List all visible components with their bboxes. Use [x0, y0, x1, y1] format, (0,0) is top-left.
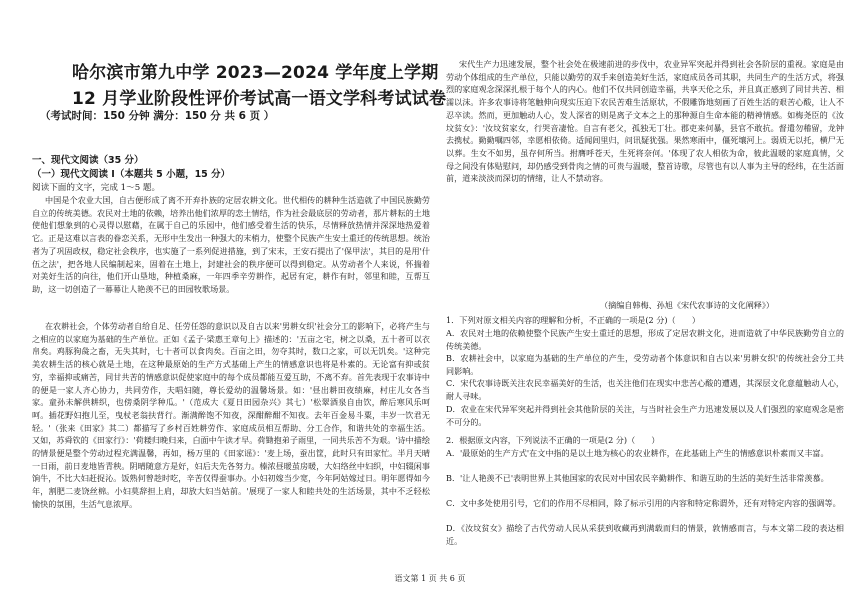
question-2-option-d: D．《汝坟贫女》描绘了古代劳动人民从采获到收藏再到满载而归的情景，敦情感而言，与本文第二段的表达相近。 [446, 523, 844, 546]
passage-source: （摘编自韩梅、孙旭《宋代农事诗的文化阐释》） [600, 300, 775, 310]
exam-meta: （考试时间：150 分钟 满分：150 分 共 6 页 ） [40, 110, 275, 122]
passage-paragraph-3: 宋代生产力迅速发展，整个社会处在极速前进的步伐中，农业异军突起并得到社会各阶层的重视。家庭是由劳动个体组成的生产单位，只能以勤劳的双手来创造美好生活，家庭成员各司其职，共同生产的生活方式，将强烈的家庭观念深深扎根于每个人的内心。他们不仅共同创造幸福，共享天伦之乐，并且真正感到了同甘共苦、相濡以沫。许多农事诗将笔触伸向现实压迫下农民苦难生活原状，不假雕饰地刻画了百姓生活的艰苦心酸，让人不忍卒读。然而，更加触动人心，发人深省的则是离子文本之上的那种源自生命本能的精神情感。如梅尧臣的《汝坟贫女》：'汝坟贫家女，行哭音凄怆。自言有老父，孤独无丁壮。郡吏来何暴，县官不敢抗。督遣勿稽留，龙钟去携杖。勤勤嘱四邻，幸愿相依倚。适闻闾里归，问讯疑犹强。果然寒雨中，僵死壤河上。弱质无以托，横尸无以葬。生女不如男，虽存何所当。拊膺呼苍天，生死将奈何。'体现了农人相依为命，彼此温暖的家庭真情，父母之间没有体贴慰问，却仍感受到骨肉之情的可贵与温暖，整首诗歌，尽管也有以人事为主导的经纬，在生活面前，道来淡淡而深切的情绪，让人不禁动容。 [446, 59, 844, 184]
passage-paragraph-1: 中国是个农业大国，自古便形成了离不开弃扑族的定居农耕文化。世代相传的耕种生活造就了中国民族勤劳自立的传统美德。农民对土地的依赖，培养出他们浓厚的恋土情结，作为社会最底层的劳动者，那片耕耘的土地使他们想象到的心灵得以慰藉，在属于自己的乐园中，他们感受着生活的快乐，尽情释放热情并深深地热爱着它。正是这难以言表的眷恋关系，无形中生发出一种强大的末梢力，使整个民族产生安土重迁的传统思想。统治者为了巩固政权，稳定社会秩序，也实施了一系列促进措施，到了宋末，王安石提出了'保甲法'，其目的是用'什伍之法'，把各地人民编制起来，固着在土地上，封建社会的秩序便可以得到稳定。从劳动者个人来说，怀揣着对美好生活的向往，他们开山垦地，种植桑麻，一年四季辛劳耕作，起居有定，耕作有时，邻里和睦，互帮互助，这一切创造了一幕幕让人艳羡不已的田园牧歌场景。 [32, 195, 430, 294]
question-2-option-b: B．'让人艳羡不已'表明世界上其他国家的农民对中国农民辛勤耕作、和谐互助的生活的美好生活非常羡慕。 [446, 473, 829, 483]
question-2-stem: 2．根据原文内容，下列说法不正确的一项是(2 分)（ ） [446, 435, 660, 445]
reading-instruction: 阅读下面的文字，完成 1～5 题。 [32, 183, 161, 193]
exam-title-line2: 12 月学业阶段性评价考试高一语文学科考试试卷 [72, 89, 447, 109]
question-1-option-c: C．宋代农事诗既关注农民幸福美好的生活，也关注他们在现实中悲苦心酸的遭遇，其深层文化意蕴触动人心，耐人寻味。 [446, 378, 844, 401]
question-2-option-a: A．'最原始的生产方式'在文中指的是以土地为核心的农业耕作，在此基础上产生的情感意识朴素而又丰富。 [446, 448, 829, 458]
passage-paragraph-2: 在农耕社会，个体劳动者自给自足、任劳任怨的意识以及自古以来'男耕女织'社会分工的影响下，必将产生与之相应的以家庭为基础的生产单位。正如《孟子·梁惠王章句上》描述的：'五亩之宅，树之以桑，五十者可以衣帛矣。鸡豚狗彘之畜，无失其时，七十者可以食肉矣。百亩之田，勿夺其时，数口之家，可以无饥矣。'这种完美农耕生活的核心就是土地，在这种最原始的生产方式基础上产生的情感意识也将是朴素的。无论富有抑或贫穷，幸福抑或痛苦，同甘共苦的情感意识促使家庭中的每个成员都能互爱互助，不离不弃。首先表现于农事诗中的便是一家人齐心协力，共同劳作，夫唱妇随，尊长爱幼的温馨场景。如：'昼出耕田夜绩麻，村庄儿女各当家。童孙未解供耕织，也傍桑阴学种瓜。'（范成大《夏日田园杂兴》其七）'松翠酒泉自由饮，醉后寒风乐呵呵。插花野妇抱儿至，曳杖老翁扶背行。渐满醉饱不知夜，深酣醉酣不知夜。去年百金易斗粟，丰岁一饮君无轻。'（张来《田家》其二）都描写了乡村百姓耕劳作、家庭成员相互帮助、分工合作，和谐共处的幸福生活。又如，苏舜钦的《田家行》：'荷耧归晚归来，白面中午读才早。荷锄抱弟子雨里，一同共乐苦不为艰。'诗中描绘的情景便是整个劳动过程充满温馨，再如，杨万里的《田家谣》：'麦上场，蚕出筐，此时只有田家忙。半月天晴一日雨，前日麦地皆青秧。阴晴随意方是好，妇后夫先各努力。榛浓昼暖茧房暖，大妇络丝中妇织，中妇辍闲事饷牛，不比大妇赶捉沁。饭熟何曾趁时吃，辛苦仅得蚕事办。小妇初嫁当少宽，今年阿姑嫁过日。明年愿得如今年，割肥二麦饶丝棉。小妇莫辞担上肩，却放大妇当姑前。'展现了一家人和睦共处的生活场景，其中不乏轻松愉快的氛围，生活气息浓厚。 [32, 321, 430, 509]
section-subheading: （一）现代文阅读 I（本题共 5 小题，15 分） [32, 169, 231, 180]
question-1-option-d: D．农业在宋代异军突起并得到社会其他阶层的关注，与当时社会生产力迅速发展以及人们强烈的家庭观念是密不可分的。 [446, 404, 844, 427]
exam-title-line1: 哈尔滨市第九中学 2023—2024 学年度上学期 [72, 63, 439, 83]
question-1-option-b: B．农耕社会中，以家庭为基础的生产单位的产生，受劳动者个体意识和自古以来'男耕女织'的传统社会分工共同影响。 [446, 353, 844, 376]
page-footer: 语文第 1 页 共 6 页 [394, 574, 466, 583]
question-1-option-a: A．农民对土地的依赖使整个民族产生安土重迁的思想，形成了定居农耕文化，进而造就了中华民族勤劳自立的传统美德。 [446, 328, 844, 351]
section-heading: 一、现代文阅读（35 分） [32, 155, 144, 166]
question-2-option-c: C．文中多处使用引号，它们的作用不尽相同，除了标示引用的内容和特定称谓外，还有对特定内容的强调等。 [446, 498, 841, 508]
question-1-stem: 1．下列对原文相关内容的理解和分析，不正确的一项是(2 分)（ ） [446, 315, 700, 325]
